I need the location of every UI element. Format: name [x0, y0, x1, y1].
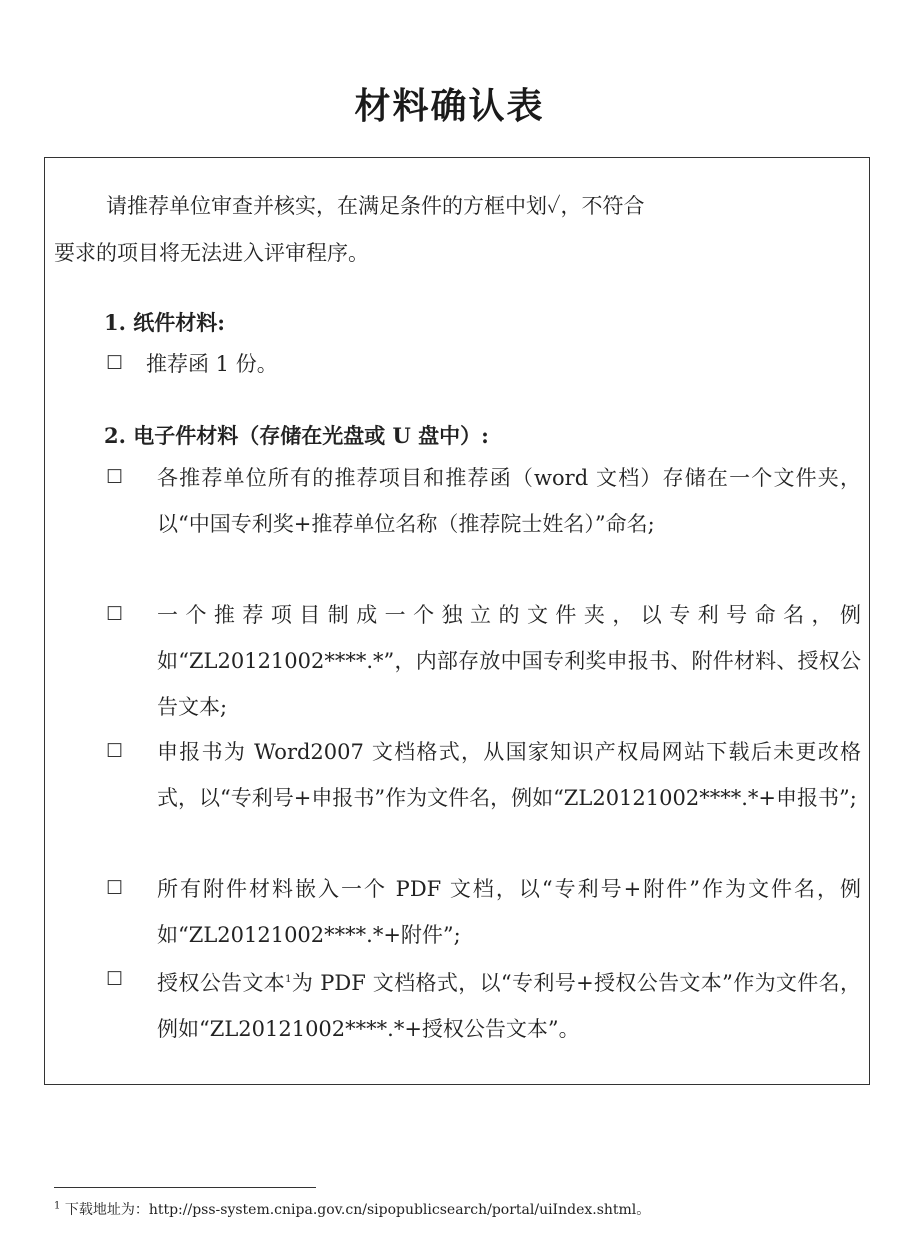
section-1-heading: 1. 纸件材料:: [104, 310, 225, 335]
checkbox[interactable]: ☐: [106, 968, 124, 990]
checklist-item-text: 推荐函 1 份。: [146, 352, 278, 376]
footnote-divider: [54, 1187, 316, 1188]
checklist-item-text: 一个推荐项目制成一个独立的文件夹，以专利号命名，例如“ZL20121002****.*”，内部存放中国专利奖申报书、附件材料、授权公告文本;: [157, 603, 861, 719]
footnote-label: 下载地址为：: [64, 1202, 149, 1218]
checklist-item-text: 所有附件材料嵌入一个 PDF 文档，以“专利号+附件”作为文件名，例如“ZL20121002****.*+附件”;: [157, 877, 861, 947]
checkbox[interactable]: ☐: [106, 603, 124, 625]
checkbox[interactable]: ☐: [106, 352, 124, 374]
footnote-marker: 1: [54, 1200, 61, 1212]
item-text-before: 授权公告文本: [157, 971, 286, 995]
item-text-after: 为 PDF 文档格式，以“专利号+授权公告文本”作为文件名，例如“ZL20121002****.*+授权公告文本”。: [157, 971, 861, 1041]
footnote-reference: 1: [285, 974, 292, 985]
checkbox[interactable]: ☐: [106, 740, 124, 762]
checklist-item-text: 各推荐单位所有的推荐项目和推荐函（word 文档）存储在一个文件夹，以“中国专利奖+推荐单位名称（推荐院士姓名）”命名;: [157, 466, 861, 536]
checkbox[interactable]: ☐: [106, 877, 124, 899]
intro-line-1: 请推荐单位审查并核实，在满足条件的方框中划✓，不符合: [106, 194, 645, 218]
checklist-item-text: [157, 957, 861, 1052]
footnote: [54, 1199, 650, 1219]
checklist-item-text: 申报书为 Word2007 文档格式，从国家知识产权局网站下载后未更改格式，以“专利号+申报书”作为文件名，例如“ZL20121002****.*+申报书”;: [157, 740, 861, 810]
footnote-url[interactable]: http://pss-system.cnipa.gov.cn/sipopublicsearch/portal/uiIndex.shtml: [148, 1202, 637, 1218]
intro-line-2: 要求的项目将无法进入评审程序。: [54, 241, 369, 265]
page-title: 材料确认表: [354, 85, 545, 127]
checkbox[interactable]: ☐: [106, 466, 124, 488]
section-2-heading: 2. 电子件材料（存储在光盘或 U 盘中）:: [104, 423, 489, 448]
footnote-end: 。: [636, 1202, 651, 1218]
